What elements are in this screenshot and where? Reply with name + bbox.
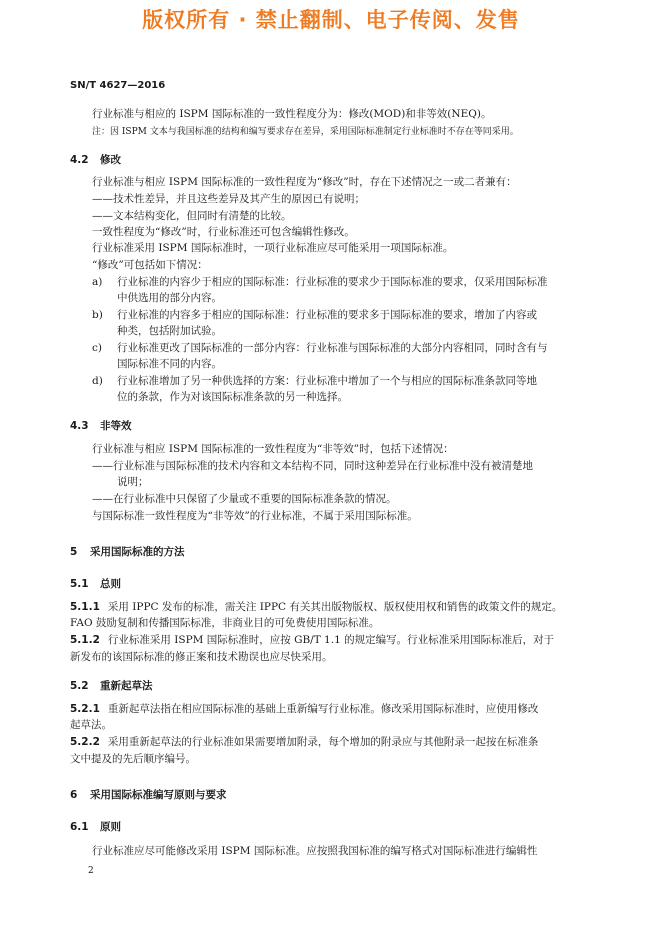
section-5-1-heading [70, 576, 121, 591]
dash-item-continuation: 说明； [117, 476, 149, 488]
list-item-letter: c) [92, 342, 102, 354]
section-4-2-heading [70, 152, 121, 167]
clause-5-1-1 [70, 601, 562, 614]
section-5-heading [70, 544, 185, 559]
section-number: 5 [70, 546, 78, 558]
list-item: 行业标准更改了国际标准的一部分内容：行业标准与国际标准的大部分内容相同，同时含有与 [117, 342, 548, 354]
section-number: 5.2 [70, 680, 89, 692]
section-title: 采用国际标准的方法 [90, 546, 185, 558]
clause-text: 采用 IPPC 发布的标准，需关注 IPPC 有关其出版物版权、版权使用权和销售的政策文件的规定。 [107, 601, 563, 613]
paragraph-line: 行业标准与相应 ISPM 国际标准的一致性程度为“修改”时，存在下述情况之一或二者兼有： [92, 176, 517, 188]
paragraph-line: 一致性程度为“修改”时，行业标准还可包含编辑性修改。 [92, 226, 355, 238]
paragraph-line: 行业标准与相应 ISPM 国际标准的一致性程度为“非等效”时，包括下述情况： [92, 443, 454, 455]
paragraph-line: 与国际标准一致性程度为“非等效”的行业标准，不属于采用国际标准。 [92, 510, 418, 522]
section-number: 5.1 [70, 578, 89, 590]
list-item-continuation: 种类，包括附加试验。 [117, 325, 222, 337]
dash-item: ——行业标准与国际标准的技术内容和文本结构不同，同时这种差异在行业标准中没有被清楚地 [92, 460, 533, 472]
list-item-continuation: 中供选用的部分内容。 [117, 292, 222, 304]
intro-note: 注：因 ISPM 文本与我国标准的结构和编写要求存在差异，采用国际标准制定行业标准时不存在等同采用。 [92, 127, 519, 137]
clause-5-2-1 [70, 703, 538, 716]
page-number: 2 [88, 866, 94, 876]
section-number: 6.1 [70, 821, 89, 833]
clause-text: 采用重新起草法的行业标准如果需要增加附录，每个增加的附录应与其他附录一起按在标准条 [107, 736, 539, 748]
list-item-continuation: 位的条款，作为对该国际标准条款的另一种选择。 [117, 391, 348, 403]
clause-continuation: 起草法。 [70, 719, 112, 731]
dash-item: ——技术性差异，并且这些差异及其产生的原因已有说明； [92, 193, 365, 205]
dash-item: ——在行业标准中只保留了少量或不重要的国际标准条款的情况。 [92, 493, 397, 505]
list-item-letter: d) [92, 375, 103, 387]
clause-text: 行业标准采用 ISPM 国际标准时，应按 GB/T 1.1 的规定编写。行业标准采用国际标准后，对于 [107, 634, 555, 646]
dash-item: ——文本结构变化，但同时有清楚的比较。 [92, 210, 292, 222]
clause-continuation: 新发布的该国际标准的修正案和技术勘误也应尽快采用。 [70, 651, 333, 663]
list-item-continuation: 国际标准不同的内容。 [117, 358, 222, 370]
section-title: 修改 [100, 154, 121, 166]
section-6-1-heading [70, 819, 121, 834]
copyright-banner: 版权所有 · 禁止翻制、电子传阅、发售 [142, 8, 520, 32]
paragraph-line: “修改”可包括如下情况： [92, 259, 208, 271]
clause-5-2-2 [70, 736, 538, 749]
clause-number: 5.2.2 [70, 736, 100, 748]
paragraph-line: 行业标准应尽可能修改采用 ISPM 国际标准。应按照我国标准的编写格式对国际标准进行编辑性 [92, 845, 538, 857]
section-number: 4.3 [70, 420, 89, 432]
section-title: 原则 [100, 821, 121, 833]
list-item: 行业标准增加了另一种供选择的方案：行业标准中增加了一个与相应的国际标准条款同等地 [117, 375, 537, 387]
section-5-2-heading [70, 678, 153, 693]
section-number: 4.2 [70, 154, 89, 166]
standard-code: SN/T 4627—2016 [70, 80, 166, 91]
list-item-letter: b) [92, 309, 103, 321]
clause-number: 5.1.1 [70, 601, 100, 613]
list-item-letter: a) [92, 276, 103, 288]
clause-text: 重新起草法指在相应国际标准的基础上重新编写行业标准。修改采用国际标准时，应使用修改 [107, 703, 539, 715]
clause-continuation: FAO 鼓励复制和传播国际标准，非商业目的可免费使用国际标准。 [70, 617, 380, 629]
clause-number: 5.2.1 [70, 703, 100, 715]
clause-number: 5.1.2 [70, 634, 100, 646]
section-title: 采用国际标准编写原则与要求 [90, 789, 227, 801]
list-item: 行业标准的内容少于相应的国际标准：行业标准的要求少于国际标准的要求，仅采用国际标准 [117, 276, 548, 288]
section-4-3-heading [70, 418, 132, 433]
section-title: 总则 [100, 578, 121, 590]
section-6-heading [70, 787, 227, 802]
list-item: 行业标准的内容多于相应的国际标准：行业标准的要求多于国际标准的要求，增加了内容或 [117, 309, 537, 321]
clause-5-1-2 [70, 634, 554, 647]
intro-line: 行业标准与相应的 ISPM 国际标准的一致性程度分为：修改(MOD)和非等效(NEQ)。 [92, 108, 492, 120]
paragraph-line: 行业标准采用 ISPM 国际标准时，一项行业标准应尽可能采用一项国际标准。 [92, 242, 454, 254]
clause-continuation: 文中提及的先后顺序编号。 [70, 753, 196, 765]
section-title: 非等效 [100, 420, 132, 432]
section-number: 6 [70, 789, 78, 801]
section-title: 重新起草法 [100, 680, 153, 692]
